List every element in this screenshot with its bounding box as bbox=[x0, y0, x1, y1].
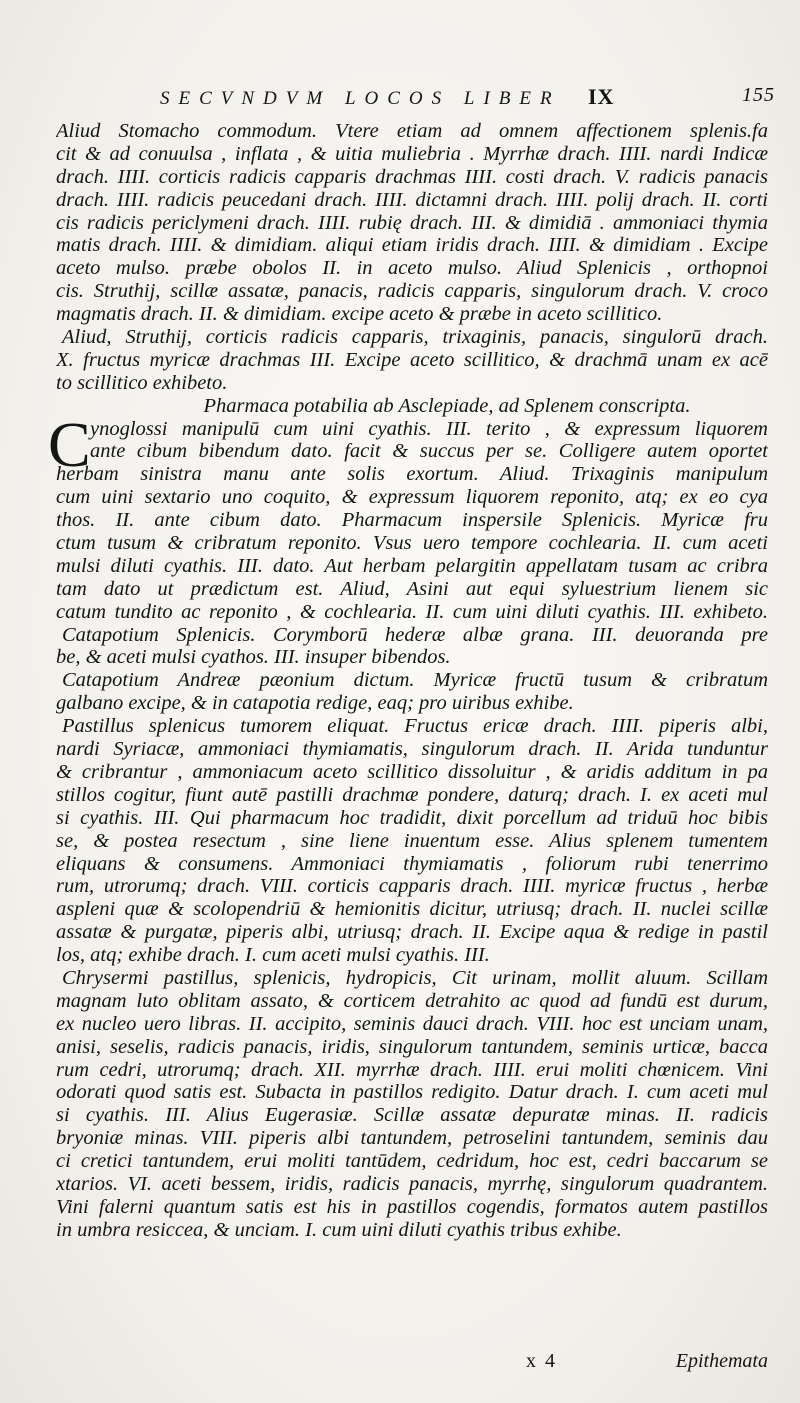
page-footer bbox=[56, 1350, 768, 1378]
text-line: los, atq; exhibe drach. I. cum aceti mulsi cyathis. III. bbox=[56, 944, 490, 967]
section-heading: Pharmaca potabilia ab Asclepiade, ad Splenem conscripta. bbox=[203, 394, 691, 417]
running-title: SECVNDVM LOCOS LIBER bbox=[160, 88, 561, 109]
text-line: rum cedri, utrorumq; drach. XII. myrrhæ drach. IIII. erui moliti chœnicem. Vini bbox=[56, 1058, 768, 1081]
text-line: cis radicis periclymeni drach. IIII. rubię drach. III. & dimidiā . ammoniaci thymia bbox=[56, 211, 768, 234]
text-line: thos. II. ante cibum dato. Pharmacum inspersile Splenicis. Myricæ fru bbox=[56, 509, 768, 532]
text-line: si cyathis. III. Alius Eugerasiæ. Scillæ assatæ depuratæ minas. II. radicis bbox=[56, 1104, 768, 1127]
text-line: eliquans & consumens. Ammoniaci thymiamatis , foliorum rubi tenerrimo bbox=[56, 852, 768, 875]
text-line: to scillitico exhibeto. bbox=[56, 371, 228, 394]
text-line: assatæ & purgatæ, piperis albi, utriusq; drach. II. Excipe aqua & redige in pastil bbox=[56, 921, 768, 944]
dropcap-initial: C bbox=[48, 408, 91, 480]
text-line: Aliud Stomacho commodum. Vtere etiam ad omnem affectionem splenis.fa bbox=[56, 120, 768, 142]
signature-mark: x 4 bbox=[526, 1350, 557, 1372]
text-line: ynoglossi manipulū cum uini cyathis. III. terito , & expressum liquorem bbox=[90, 417, 768, 440]
text-line: magmatis drach. II. & dimidiam. excipe aceto & præbe in aceto scillitico. bbox=[56, 303, 663, 326]
text-line: rum, utrorumq; drach. VIII. corticis capparis drach. IIII. myricæ fructus , herbæ bbox=[56, 875, 768, 898]
text-line: be, & aceti mulsi cyathos. III. insuper bibendos. bbox=[56, 646, 451, 669]
text-line: X. fructus myricæ drachmas III. Excipe aceto scillitico, & drachmā unam ex acē bbox=[56, 348, 768, 371]
text-line: cit & ad conuulsa , inflata , & uitia muliebria . Myrrhæ drach. IIII. nardi Indicæ bbox=[56, 142, 768, 165]
text-line: anisi, seselis, radicis panacis, iridis, singulorum tantundem, seminis urticæ, bacca bbox=[56, 1035, 768, 1058]
text-line: cum uini sextario uno coquito, & expressum liquorem reponito, atq; ex eo cya bbox=[56, 486, 768, 509]
text-line: & cribrantur , ammoniacum aceto scillitico dissoluitur , & aridis additum in pa bbox=[56, 760, 768, 783]
text-line: bryoniæ minas. VIII. piperis albi tantundem, petroselini tantundem, seminis dau bbox=[56, 1127, 768, 1150]
text-line: Aliud, Struthij, corticis radicis capparis, trixaginis, panacis, singulorū drach. bbox=[62, 326, 768, 349]
book-number: IX bbox=[588, 84, 615, 109]
text-line: ex nucleo uero libras. II. accipito, seminis dauci drach. VIII. hoc est unciam unam, bbox=[56, 1012, 768, 1035]
text-line: cis. Struthij, scillæ assatæ, panacis, radicis capparis, singulorum drach. V. croco bbox=[56, 280, 768, 303]
text-line: mulsi diluti cyathis. III. dato. Aut herbam pelargitin appellatam tusam ac cribra bbox=[56, 554, 768, 577]
text-line: tam dato ut prædictum est. Aliud, Asini aut equi syluestrium lienem sic bbox=[56, 577, 768, 600]
text-line: aspleni quæ & scolopendriū & hemionitis dicitur, utriusq; drach. II. nuclei scillæ bbox=[56, 898, 768, 921]
text-line: ante cibum bibendum dato. facit & succus per se. Colligere autem oportet bbox=[90, 440, 768, 463]
text-line: aceto mulso. præbe obolos II. in aceto mulso. Aliud Splenicis , orthopnoi bbox=[56, 257, 768, 280]
text-line: xtarios. VI. aceti bessem, iridis, radicis panacis, myrrhę, singulorum quadrantem. bbox=[56, 1172, 768, 1195]
catchword: Epithemata bbox=[675, 1350, 768, 1372]
running-head bbox=[60, 84, 775, 114]
text-line: stillos cogitur, fiunt autē pastilli drachmæ pondere, daturq; drach. I. ex aceti mul bbox=[56, 783, 768, 806]
text-line: nardi Syriacæ, ammoniaci thymiamatis, singulorum drach. II. Arida tunduntur bbox=[56, 738, 768, 761]
text-line: Catapotium Splenicis. Corymborū hederæ albæ grana. III. deuoranda pre bbox=[62, 623, 768, 646]
text-line: galbano excipe, & in catapotia redige, eaq; pro uiribus exhibe. bbox=[56, 692, 574, 715]
text-line: drach. IIII. corticis radicis capparis drachmas IIII. costi drach. V. radicis panacis bbox=[56, 165, 768, 188]
text-line: ci cretici tantundem, erui moliti tantūdem, cedridum, hoc est, cedri baccarum se bbox=[56, 1150, 768, 1173]
text-line: herbam sinistra manu ante solis exortum. Aliud. Trixaginis manipulum bbox=[56, 463, 768, 486]
text-line: se, & postea resectum , sine liene inuentum esse. Alius splenem tumentem bbox=[56, 829, 768, 852]
page-number: 155 bbox=[742, 84, 775, 106]
text-line: matis drach. IIII. & dimidiam. aliqui etiam iridis drach. IIII. & dimidiam . Excipe bbox=[56, 234, 768, 257]
text-line: catum tundito ac reponito , & cochlearia. II. cum uini diluti cyathis. III. exhibeto. bbox=[56, 600, 768, 623]
text-line: ctum tusum & cribratum reponito. Vsus uero tempore cochlearia. II. cum aceti bbox=[56, 532, 768, 555]
text-line: si cyathis. III. Qui pharmacum hoc tradidit, dixit porcellum ad triduū hoc bibis bbox=[56, 806, 768, 829]
text-line: odorati quod satis est. Subacta in pastillos redigito. Datur drach. I. cum aceti mul bbox=[56, 1081, 768, 1104]
text-line: drach. IIII. radicis peucedani drach. IIII. dictamni drach. IIII. polij drach. II. corti bbox=[56, 188, 768, 211]
text-line: Catapotium Andreæ pæonium dictum. Myricæ fructū tusum & cribratum bbox=[62, 669, 768, 692]
text-line: Pastillus splenicus tumorem eliquat. Fructus ericæ drach. IIII. piperis albi, bbox=[62, 715, 768, 738]
text-line: in umbra resiccea, & unciam. I. cum uini diluti cyathis tribus exhibe. bbox=[56, 1218, 622, 1241]
text-line: magnam luto oblitam assato, & corticem detrahito ac quod ad fundū est durum, bbox=[56, 989, 768, 1012]
text-line: Chrysermi pastillus, splenicis, hydropicis, Cit urinam, mollit aluum. Scillam bbox=[62, 966, 768, 989]
body-text bbox=[48, 120, 768, 1242]
text-line: Vini falerni quantum satis est his in pastillos cogendis, formatos autem pastillos bbox=[56, 1195, 768, 1218]
